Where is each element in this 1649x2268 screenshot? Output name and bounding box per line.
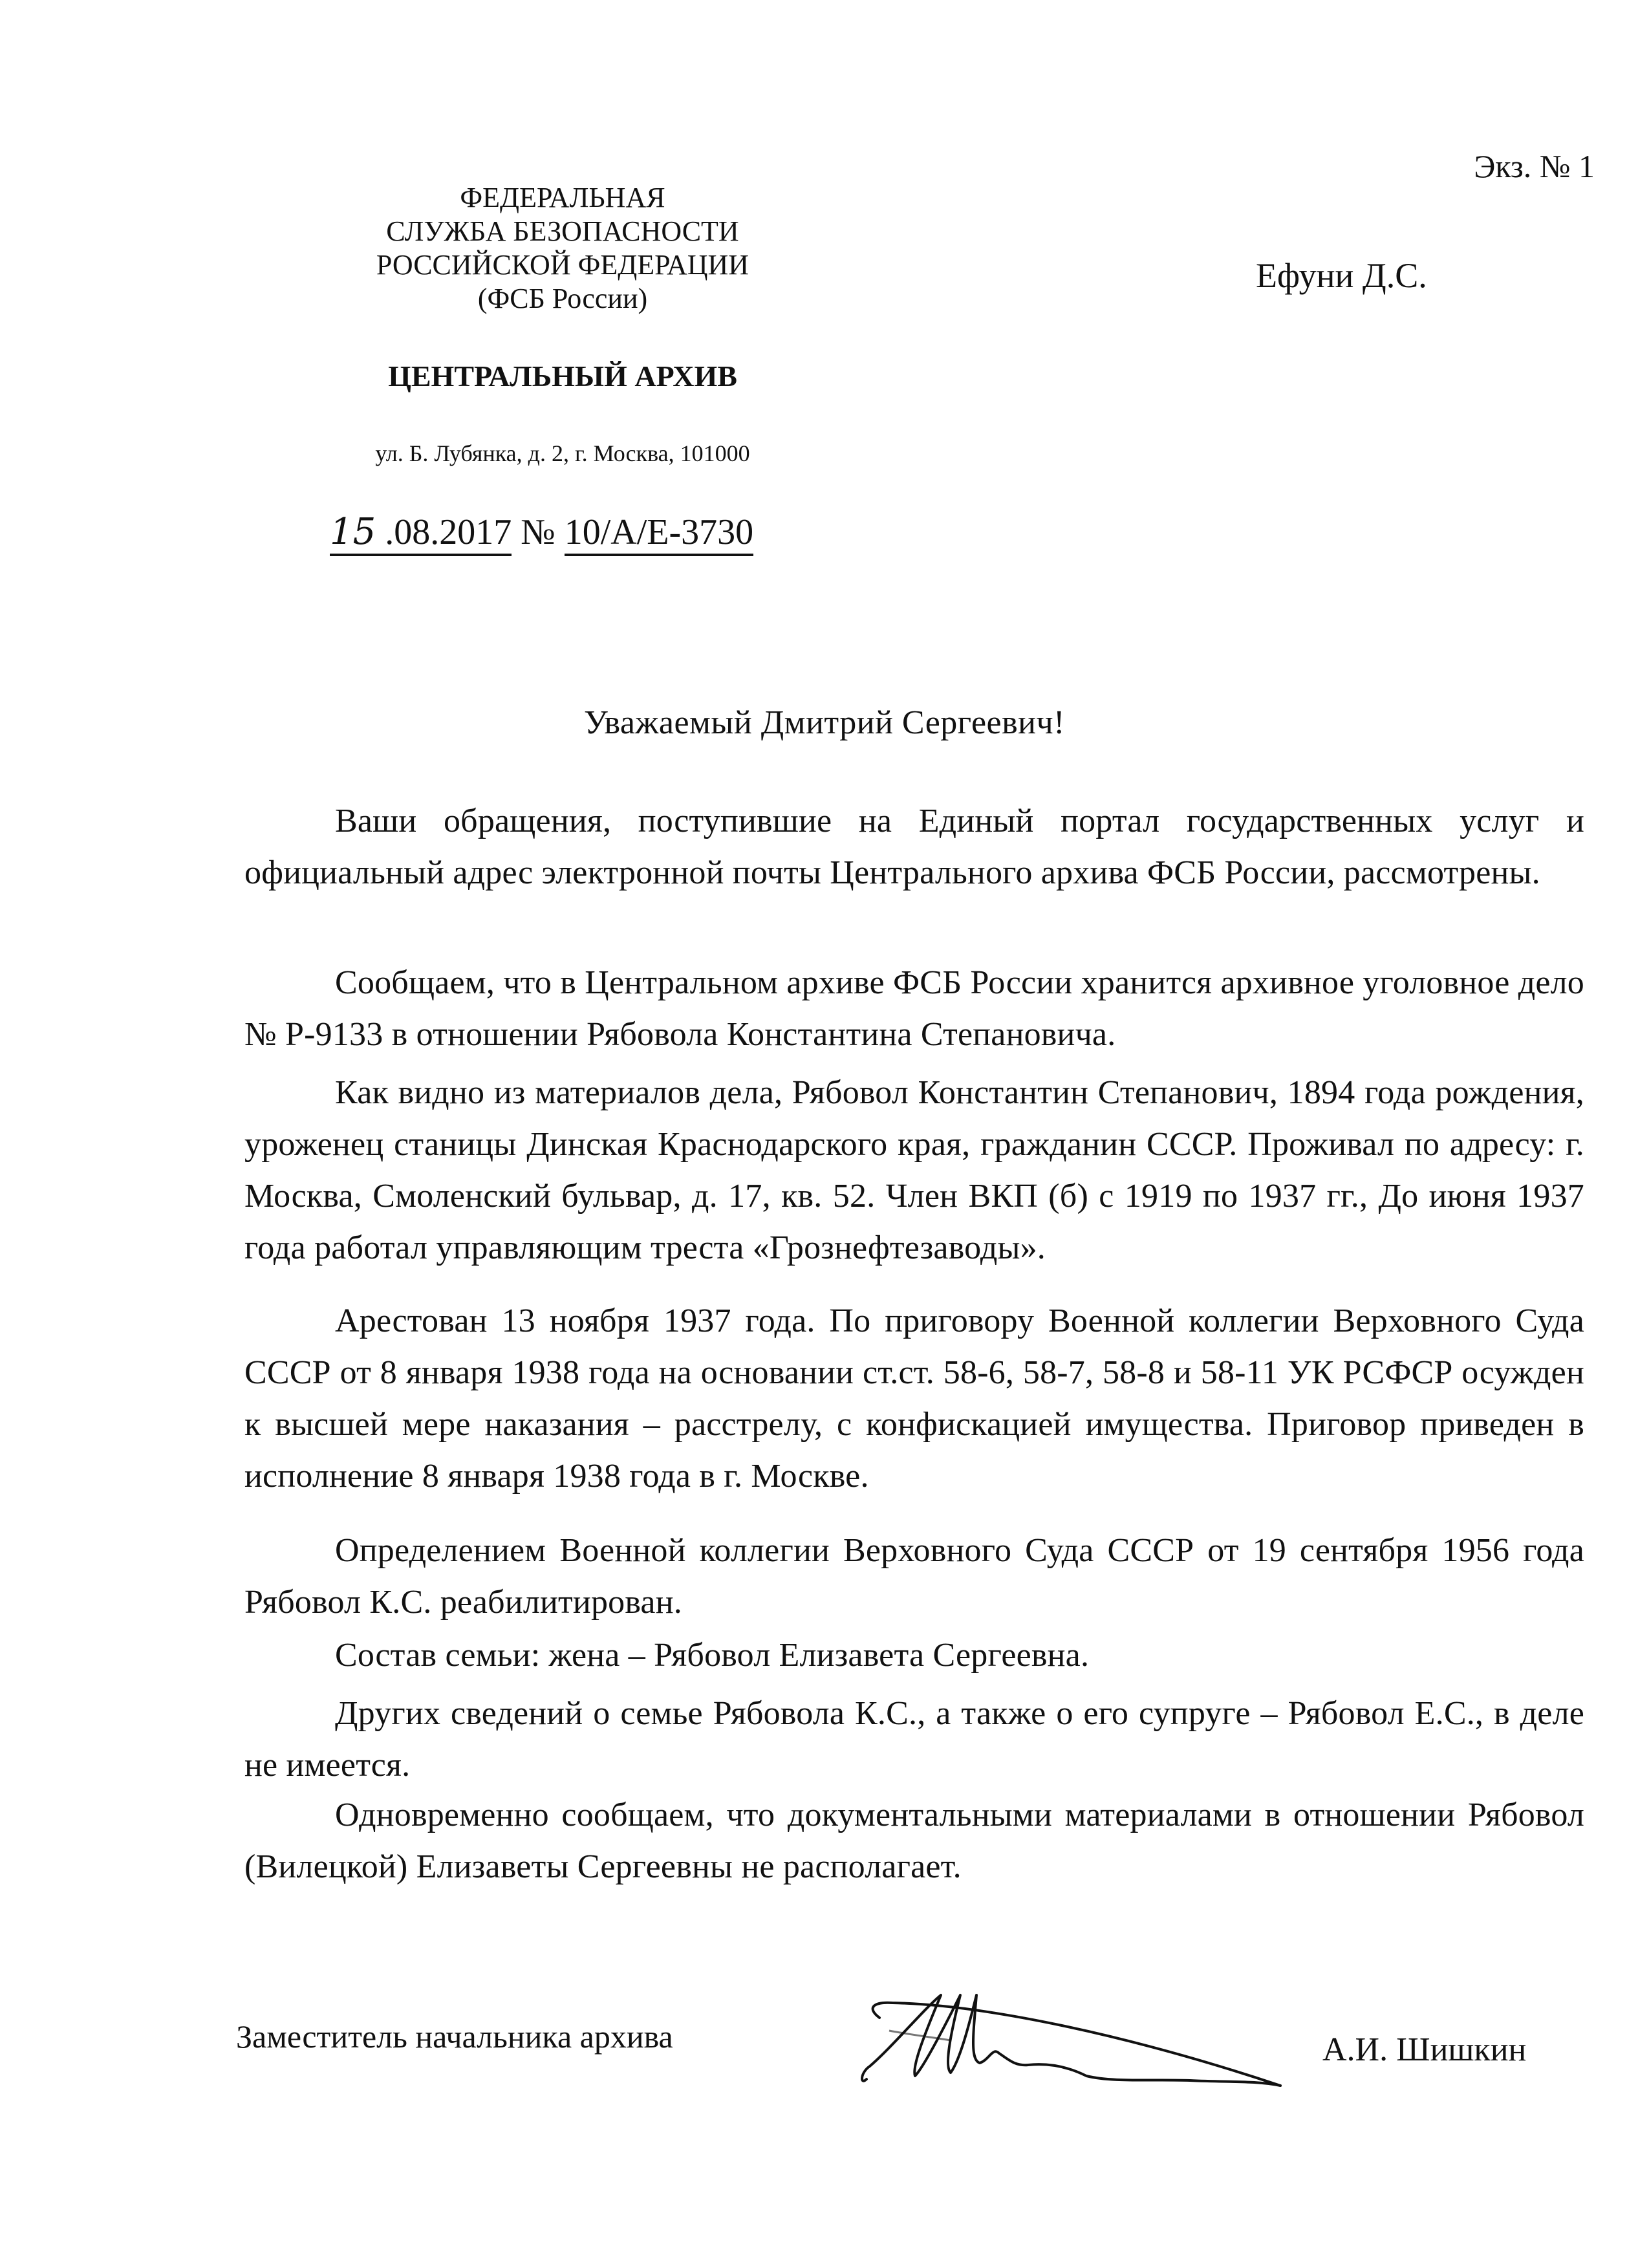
- reference-line: [330, 511, 753, 553]
- reference-number: 10/А/Е-3730: [565, 512, 753, 556]
- handwritten-day: 15: [330, 511, 376, 553]
- body-paragraph: [244, 1789, 1584, 1893]
- org-name-line-2: СЛУЖБА БЕЗОПАСНОСТИ: [386, 215, 739, 247]
- recipient-name: Ефуни Д.С.: [1256, 256, 1427, 295]
- reference-date-rest: .08.2017: [385, 512, 512, 552]
- copy-number: Экз. № 1: [1474, 148, 1595, 184]
- body-paragraph: [244, 1295, 1584, 1502]
- org-name-line-4: (ФСБ России): [477, 283, 648, 314]
- reference-date: [330, 512, 512, 556]
- body-paragraph: [244, 1525, 1584, 1628]
- paragraph-text: Как видно из материалов дела, Рябовол Константин Степанович, 1894 года рождения, уроженец станицы Динская Краснодарского края, гражданин СССР. Проживал по адресу: г. Москва, Смоленский бульвар, д. 17, кв. 52. Член ВКП (б) с 1919 по 1937 гг., До июня 1937 года работал управляющим треста «Грознефтезаводы».: [244, 1074, 1584, 1266]
- body-paragraph: [244, 795, 1584, 899]
- body-paragraph: [244, 1688, 1584, 1791]
- signatory-name: А.И. Шишкин: [1322, 2031, 1527, 2068]
- paragraph-text: Арестован 13 ноября 1937 года. По приговору Военной коллегии Верховного Суда СССР от 8 января 1938 года на основании ст.ст. 58-6, 58-7, 58-8 и 58-11 УК РСФСР осужден к высшей мере наказания – расстрелу, с конфискацией имущества. Приговор приведен в исполнение 8 января 1938 года в г. Москве.: [244, 1302, 1584, 1495]
- body-paragraph: [244, 1067, 1584, 1274]
- paragraph-text: Ваши обращения, поступившие на Единый портал государственных услуг и официальный адрес электронной почты Центрального архива ФСБ России, рассмотрены.: [244, 803, 1584, 891]
- number-sign: №: [521, 512, 555, 552]
- department-title: ЦЕНТРАЛЬНЫЙ АРХИВ: [388, 360, 737, 393]
- org-name-line-3: РОССИЙСКОЙ ФЕДЕРАЦИИ: [376, 249, 749, 281]
- paragraph-text: Одновременно сообщаем, что документальными материалами в отношении Рябовол (Вилецкой) Елизаветы Сергеевны не располагает.: [244, 1797, 1584, 1885]
- signatory-title: Заместитель начальника архива: [236, 2018, 673, 2055]
- signature-icon: [854, 1969, 1293, 2092]
- org-name-line-1: ФЕДЕРАЛЬНАЯ: [460, 182, 665, 213]
- org-address: ул. Б. Лубянка, д. 2, г. Москва, 101000: [375, 440, 750, 466]
- body-paragraph: [244, 957, 1584, 1061]
- salutation: Уважаемый Дмитрий Сергеевич!: [584, 704, 1065, 741]
- paragraph-text: Других сведений о семье Рябовола К.С., а также о его супруге – Рябовол Е.С., в деле не имеется.: [244, 1695, 1584, 1784]
- body-paragraph: [244, 1630, 1584, 1681]
- paragraph-text: Состав семьи: жена – Рябовол Елизавета Сергеевна.: [335, 1637, 1090, 1674]
- paragraph-text: Сообщаем, что в Центральном архиве ФСБ России хранится архивное уголовное дело № Р-9133 в отношении Рябовола Константина Степановича.: [244, 964, 1584, 1053]
- paragraph-text: Определением Военной коллегии Верховного Суда СССР от 19 сентября 1956 года Рябовол К.С. реабилитирован.: [244, 1532, 1584, 1621]
